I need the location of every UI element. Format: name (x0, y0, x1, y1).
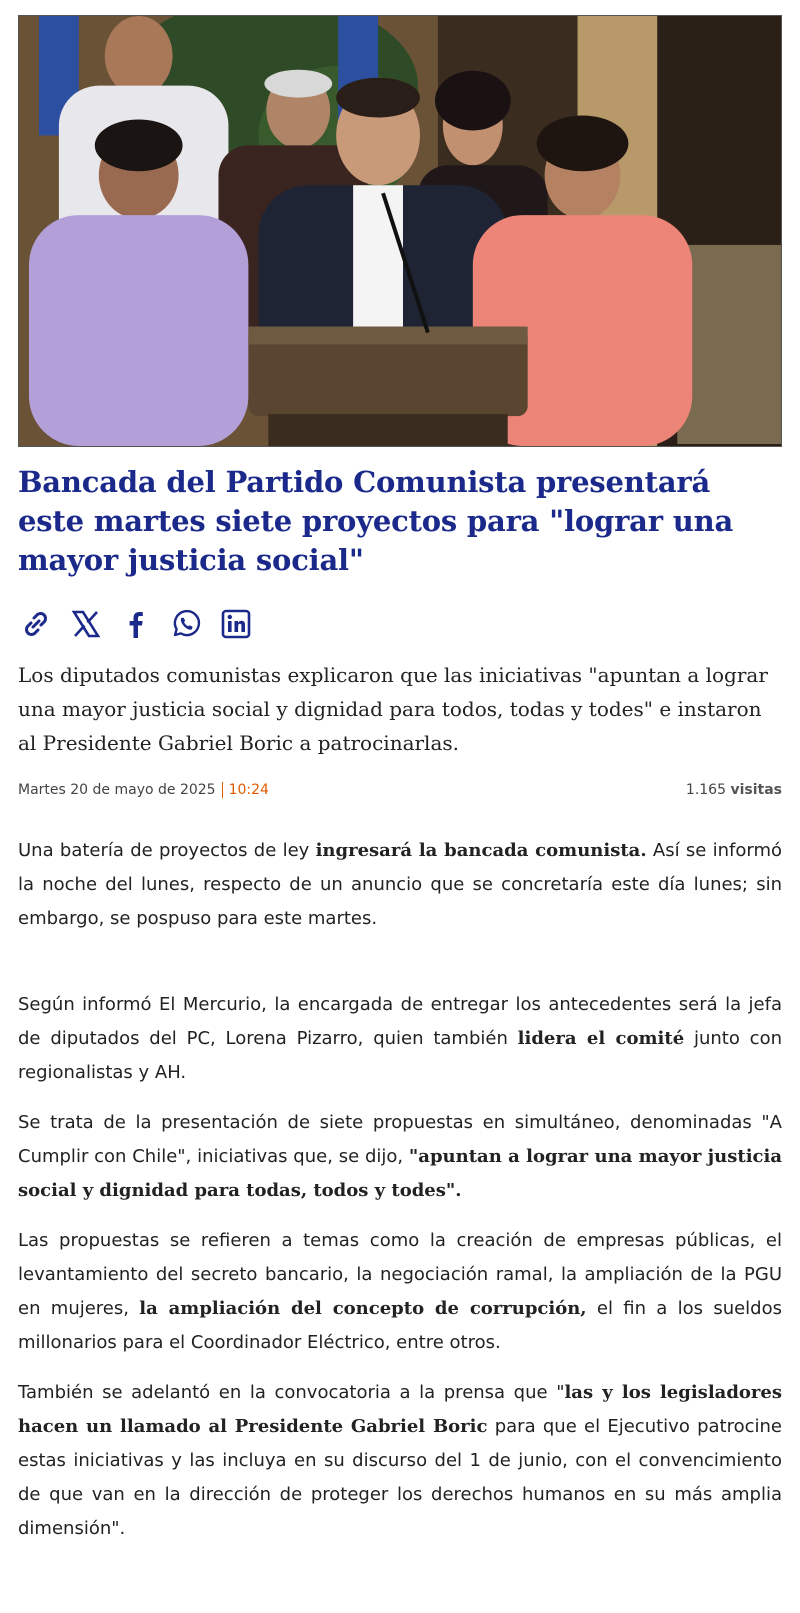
paragraph: Según informó El Mercurio, la encargada de entregar los antecedentes será la jefa de diputados del PC, Lorena Pizarro, quien también lidera el comité junto con regionalistas y AH. (18, 994, 782, 1083)
article (18, 15, 782, 1546)
visit-counter (686, 782, 782, 798)
facebook-icon[interactable] (118, 606, 154, 642)
linkedin-icon[interactable] (218, 606, 254, 642)
visit-label: visitas (730, 782, 782, 798)
visit-count: 1.165 (685, 782, 727, 798)
link-icon[interactable] (18, 606, 54, 642)
publish-date: Martes 20 de mayo de 2025 (18, 782, 216, 798)
paragraph: Se trata de la presentación de siete propuestas en simultáneo, denominadas "A Cumplir con Chile", iniciativas que, se dijo, "apuntan a lograr una mayor justicia social y dignidad para todas, todos y todes". (18, 1112, 783, 1201)
article-meta (18, 782, 782, 798)
whatsapp-icon[interactable] (168, 606, 204, 642)
article-headline: Bancada del Partido Comunista presentará este martes siete proyectos para "lograr una mayor justicia social" (18, 465, 734, 577)
article-body (18, 834, 782, 1546)
article-lead: Los diputados comunistas explicaron que las iniciativas "apuntan a lograr una mayor justicia social y dignidad para todos, todas y todes" e instaron al Presidente Gabriel Boric a patrocinarlas. (18, 663, 768, 755)
paragraph: También se adelantó en la convocatoria a la prensa que "las y los legisladores hacen un llamado al Presidente Gabriel Boric para que el Ejecutivo patrocine estas iniciativas y las incluya en su discurso del 1 de junio, con el convencimiento de que van en la dirección de proteger los derechos humanos en su más amplia dimensión". (18, 1382, 782, 1539)
photo-illustration (19, 16, 781, 446)
publish-time: 10:24 (222, 782, 269, 798)
paragraph: Una batería de proyectos de ley ingresará la bancada comunista. Así se informó la noche del lunes, respecto de un anuncio que se concretaría este día lunes; sin embargo, se pospuso para este martes. (18, 840, 782, 929)
article-photo (18, 15, 782, 447)
publish-datetime (18, 782, 269, 798)
x-icon[interactable] (68, 606, 104, 642)
paragraph: Las propuestas se refieren a temas como la creación de empresas públicas, el levantamiento del secreto bancario, la negociación ramal, la ampliación de la PGU en mujeres, la ampliación del concepto de corrupción, el fin a los sueldos millonarios para el Coordinador Eléctrico, entre otros. (18, 1230, 782, 1353)
share-bar (18, 606, 782, 642)
